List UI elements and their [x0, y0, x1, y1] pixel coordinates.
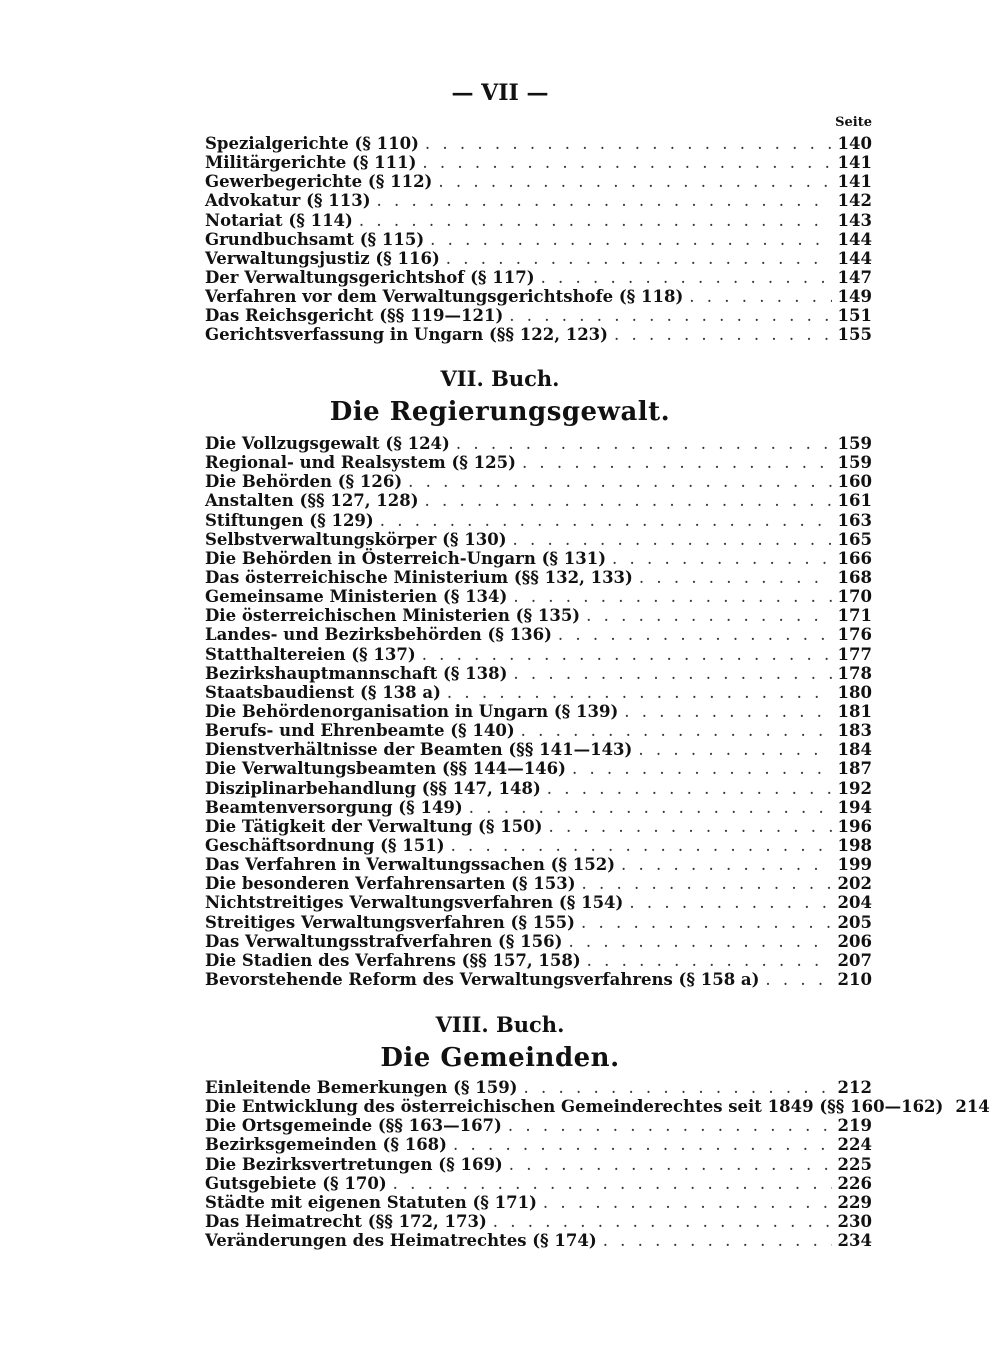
toc-entry-page: 168 [837, 567, 872, 587]
toc-entry-title: Der Verwaltungsgerichtshof (§ 117) [205, 267, 535, 287]
toc-entry-title: Bezirksgemeinden (§ 168) [205, 1135, 447, 1155]
dot-leader [513, 664, 831, 683]
toc-entry-page: 234 [837, 1231, 872, 1251]
book-number: VIII. Buch. [435, 1012, 565, 1037]
dot-leader [447, 683, 832, 702]
toc-entry-title: Das Verfahren in Verwaltungssachen (§ 152) [205, 855, 616, 875]
toc-entry-title: Staatsbaudienst (§ 138 a) [205, 682, 441, 702]
dot-leader [509, 306, 831, 325]
toc-entry-title: Nichtstreitiges Verwaltungsverfahren (§ 154) [205, 893, 624, 913]
toc-entry-title: Das Reichsgericht (§§ 119—121) [205, 306, 504, 326]
dot-leader [614, 325, 832, 344]
dot-leader [547, 779, 832, 798]
dot-leader [422, 153, 831, 172]
book-heading-vii [0, 366, 1000, 427]
dot-leader [446, 249, 832, 268]
dot-leader [543, 1193, 832, 1212]
toc-entry-page: 151 [837, 306, 872, 326]
toc-entry-title: Das Heimatrecht (§§ 172, 173) [205, 1211, 487, 1231]
dot-leader [558, 625, 832, 644]
toc-entry-page: 206 [837, 931, 872, 951]
toc-entry [205, 511, 872, 530]
toc-entry-page: 210 [837, 969, 872, 989]
toc-entry-page: 214 [955, 1097, 990, 1117]
toc-entry-page: 163 [837, 510, 872, 530]
toc-entry [205, 249, 872, 268]
toc-entry-page: 140 [837, 134, 872, 153]
toc-entry [205, 306, 872, 325]
toc-entry-page: 183 [837, 721, 872, 741]
toc-entry-page: 205 [837, 912, 872, 932]
toc-entry [205, 153, 872, 172]
toc-entry-page: 194 [837, 797, 872, 817]
dot-leader [621, 855, 832, 874]
toc-entry-page: 160 [837, 472, 872, 492]
toc-entry [205, 268, 872, 287]
toc-entry-title: Gewerbegerichte (§ 112) [205, 172, 433, 192]
toc-entry [205, 721, 872, 740]
toc-entry-title: Grundbuchsamt (§ 115) [205, 229, 425, 249]
toc-entry-page: 207 [837, 950, 872, 970]
dot-leader [430, 230, 831, 249]
toc-entry [205, 836, 872, 855]
toc-entry-title: Selbstverwaltungskörper (§ 130) [205, 529, 507, 549]
toc-entry-title: Gemeinsame Ministerien (§ 134) [205, 587, 508, 607]
toc-entry-title: Gutsgebiete (§ 170) [205, 1173, 387, 1193]
toc-entry [205, 932, 872, 951]
toc-entry-page: 184 [837, 740, 872, 760]
toc-entry [205, 491, 872, 510]
toc-entry-page: 144 [837, 229, 872, 249]
page-number: — VII — [451, 80, 549, 106]
dot-leader [451, 836, 832, 855]
dot-leader [438, 172, 831, 191]
dot-leader [612, 549, 832, 568]
toc-entry [205, 453, 872, 472]
toc-entry-title: Disziplinarbehandlung (§§ 147, 148) [205, 778, 541, 798]
toc-entry-title: Die Entwicklung des österreichischen Gemeinderechtes seit 1849 (§§ 160—162) [205, 1097, 944, 1117]
toc-entry-page: 170 [837, 587, 872, 607]
toc-entry [205, 664, 872, 683]
toc-entry-title: Anstalten (§§ 127, 128) [205, 491, 419, 511]
dot-leader [408, 472, 831, 491]
toc-entry [205, 1174, 872, 1193]
toc-entry [205, 587, 872, 606]
toc-entry-title: Regional- und Realsystem (§ 125) [205, 453, 516, 473]
toc-entry [205, 325, 872, 344]
dot-leader [522, 453, 832, 472]
toc-entry-title: Die Tätigkeit der Verwaltung (§ 150) [205, 816, 543, 836]
toc-entry-title: Dienstverhältnisse der Beamten (§§ 141—143) [205, 740, 633, 760]
toc-entry-page: 159 [837, 453, 872, 473]
dot-leader [689, 287, 831, 306]
toc-entry [205, 855, 872, 874]
toc-entry [205, 759, 872, 778]
dot-leader [568, 932, 831, 951]
dot-leader [586, 606, 831, 625]
toc-section-courts [205, 134, 872, 345]
toc-entry [205, 951, 872, 970]
toc-entry-title: Streitiges Verwaltungsverfahren (§ 155) [205, 912, 575, 932]
toc-entry-page: 198 [837, 835, 872, 855]
toc-entry-page: 144 [837, 248, 872, 268]
toc-entry-page: 176 [837, 625, 872, 645]
toc-entry-page: 204 [837, 893, 872, 913]
toc-entry [205, 913, 872, 932]
toc-entry-page: 142 [837, 191, 872, 211]
dot-leader [509, 1155, 832, 1174]
dot-leader [541, 268, 832, 287]
dot-leader [469, 798, 832, 817]
dot-leader [582, 874, 832, 893]
toc-entry-page: 229 [837, 1192, 872, 1212]
toc-entry-title: Die Behördenorganisation in Ungarn (§ 139) [205, 701, 619, 721]
toc-section-government [205, 434, 872, 989]
toc-entry-title: Bezirkshauptmannschaft (§ 138) [205, 663, 508, 683]
toc-entry-title: Die Behörden in Österreich-Ungarn (§ 131) [205, 548, 607, 568]
toc-entry-page: 171 [837, 606, 872, 626]
toc-entry-title: Landes- und Bezirksbehörden (§ 136) [205, 625, 552, 645]
dot-leader [513, 587, 831, 606]
toc-entry [205, 549, 872, 568]
toc-entry-title: Veränderungen des Heimatrechtes (§ 174) [205, 1231, 597, 1251]
dot-leader [603, 1231, 832, 1250]
toc-entry-title: Militärgerichte (§ 111) [205, 153, 417, 173]
toc-entry [205, 1116, 872, 1135]
dot-leader [639, 568, 832, 587]
toc-entry [205, 287, 872, 306]
toc-entry-title: Die Bezirksvertretungen (§ 169) [205, 1154, 503, 1174]
toc-entry [205, 1155, 872, 1174]
toc-entry [205, 1135, 872, 1154]
toc-entry [205, 740, 872, 759]
dot-leader [359, 211, 832, 230]
toc-entry-title: Die Ortsgemeinde (§§ 163—167) [205, 1116, 502, 1136]
toc-entry-page: 177 [837, 644, 872, 664]
toc-entry-page: 219 [837, 1116, 872, 1136]
toc-entry [205, 1193, 872, 1212]
toc-entry [205, 472, 872, 491]
toc-entry-page: 192 [837, 778, 872, 798]
toc-entry [205, 172, 872, 191]
toc-entry-title: Notariat (§ 114) [205, 210, 353, 230]
toc-entry-page: 226 [837, 1173, 872, 1193]
toc-entry-title: Einleitende Bemerkungen (§ 159) [205, 1078, 518, 1097]
toc-entry [205, 1097, 990, 1117]
dot-leader [513, 530, 832, 549]
toc-entry-title: Das österreichische Ministerium (§§ 132, 133) [205, 567, 633, 587]
toc-entry-page: 161 [837, 491, 872, 511]
toc-entry-title: Geschäftsordnung (§ 151) [205, 835, 445, 855]
toc-entry-title: Spezialgerichte (§ 110) [205, 134, 419, 153]
toc-entry-page: 180 [837, 682, 872, 702]
dot-leader [638, 740, 831, 759]
toc-entry-title: Das Verwaltungsstrafverfahren (§ 156) [205, 931, 563, 951]
book-title: Die Regierungsgewalt. [329, 397, 671, 427]
toc-entry [205, 798, 872, 817]
toc-entry-page: 225 [837, 1154, 872, 1174]
toc-entry [205, 645, 872, 664]
toc-entry-title: Beamtenversorgung (§ 149) [205, 797, 463, 817]
dot-leader [393, 1174, 832, 1193]
toc-entry-title: Bevorstehende Reform des Verwaltungsverfahrens (§ 158 a) [205, 969, 760, 989]
dot-leader [624, 702, 831, 721]
toc-entry [205, 1078, 872, 1097]
toc-entry [205, 779, 872, 798]
toc-entry [205, 1212, 872, 1231]
dot-leader [548, 817, 831, 836]
dot-leader [521, 721, 832, 740]
toc-entry [205, 606, 872, 625]
toc-entry-page: 141 [837, 172, 872, 192]
toc-entry-title: Berufs- und Ehrenbeamte (§ 140) [205, 721, 515, 741]
dot-leader [581, 913, 832, 932]
dot-leader [377, 191, 832, 210]
dot-leader [453, 1135, 832, 1154]
book-title: Die Gemeinden. [380, 1043, 620, 1073]
toc-entry [205, 683, 872, 702]
toc-entry-page: 149 [837, 287, 872, 307]
toc-entry-page: 199 [837, 855, 872, 875]
toc-entry-title: Die Behörden (§ 126) [205, 472, 403, 492]
dot-leader [425, 134, 832, 153]
dot-leader [493, 1212, 832, 1231]
toc-entry-page: 212 [837, 1078, 872, 1097]
toc-entry-title: Die Vollzugsgewalt (§ 124) [205, 434, 450, 453]
toc-entry [205, 568, 872, 587]
toc-entry-title: Verwaltungsjustiz (§ 116) [205, 248, 440, 268]
toc-entry-page: 187 [837, 759, 872, 779]
toc-entry-title: Die besonderen Verfahrensarten (§ 153) [205, 874, 576, 894]
toc-entry-title: Gerichtsverfassung in Ungarn (§§ 122, 123) [205, 325, 608, 345]
toc-entry-page: 196 [837, 816, 872, 836]
toc-entry [205, 211, 872, 230]
toc-entry-title: Städte mit eigenen Statuten (§ 171) [205, 1192, 537, 1212]
toc-entry-title: Statthaltereien (§ 137) [205, 644, 416, 664]
toc-entry-title: Die österreichischen Ministerien (§ 135) [205, 606, 581, 626]
book-number: VII. Buch. [440, 366, 560, 391]
dot-leader [587, 951, 832, 970]
toc-entry [205, 874, 872, 893]
dot-leader [422, 645, 832, 664]
dot-leader [425, 491, 832, 510]
toc-entry-page: 202 [837, 874, 872, 894]
dot-leader [765, 970, 831, 989]
toc-entry-page: 141 [837, 153, 872, 173]
toc-entry [205, 1231, 872, 1250]
dot-leader [380, 511, 832, 530]
toc-entry-title: Stiftungen (§ 129) [205, 510, 374, 530]
toc-entry-page: 230 [837, 1211, 872, 1231]
toc-entry [205, 893, 872, 912]
toc-entry-title: Advokatur (§ 113) [205, 191, 371, 211]
toc-entry [205, 970, 872, 989]
toc-entry-title: Verfahren vor dem Verwaltungsgerichtshofe (§ 118) [205, 287, 684, 307]
toc-entry-page: 143 [837, 210, 872, 230]
toc-entry [205, 230, 872, 249]
toc-entry [205, 817, 872, 836]
dot-leader [456, 434, 832, 453]
dot-leader [572, 759, 832, 778]
toc-entry [205, 191, 872, 210]
dot-leader [508, 1116, 832, 1135]
dot-leader [629, 893, 831, 912]
toc-entry [205, 625, 872, 644]
seite-column-label: Seite [835, 115, 872, 130]
toc-entry-page: 165 [837, 529, 872, 549]
dot-leader [524, 1078, 832, 1097]
toc-entry-page: 181 [837, 701, 872, 721]
toc-entry-title: Die Stadien des Verfahrens (§§ 157, 158) [205, 950, 581, 970]
toc-entry [205, 434, 872, 453]
toc-entry-page: 178 [837, 663, 872, 683]
toc-entry [205, 134, 872, 153]
toc-entry-page: 224 [837, 1135, 872, 1155]
toc-entry-page: 147 [837, 267, 872, 287]
toc-entry-page: 155 [837, 325, 872, 345]
toc-entry [205, 702, 872, 721]
toc-entry-page: 159 [837, 434, 872, 453]
book-heading-viii [0, 1012, 1000, 1073]
toc-section-municipalities [205, 1078, 990, 1251]
toc-entry [205, 530, 872, 549]
toc-entry-page: 166 [837, 548, 872, 568]
toc-entry-title: Die Verwaltungsbeamten (§§ 144—146) [205, 759, 566, 779]
